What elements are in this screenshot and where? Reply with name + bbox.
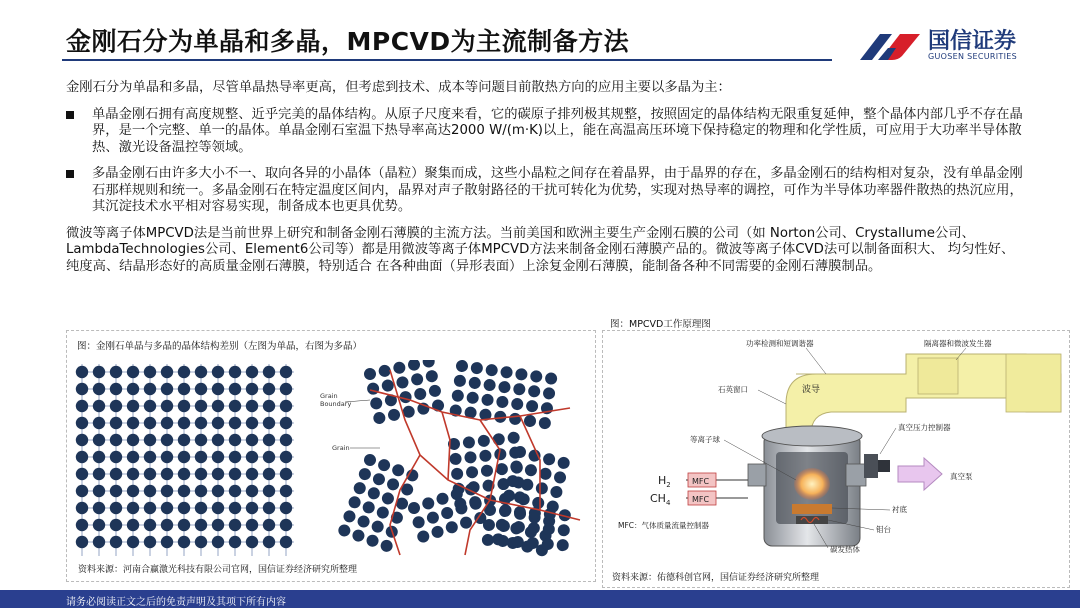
atom-dot <box>161 502 173 514</box>
atom-dot <box>263 434 275 446</box>
atom-dot <box>161 519 173 531</box>
atom-dot <box>76 451 88 463</box>
atom-dot <box>527 385 541 399</box>
atom-dot <box>444 520 459 535</box>
title-bar <box>0 0 1080 68</box>
atom-dot <box>556 539 569 552</box>
atom-dot <box>465 466 478 479</box>
atom-dot <box>178 519 190 531</box>
atom-dot <box>557 524 570 537</box>
atom-dot <box>477 434 490 447</box>
atom-dot <box>93 468 105 480</box>
atom-dot <box>127 383 139 395</box>
single-crystal-lattice <box>76 364 294 556</box>
atom-dot <box>411 515 426 530</box>
atom-dot <box>366 486 381 501</box>
atom-dot <box>466 391 480 405</box>
atom-dot <box>246 451 258 463</box>
atom-dot <box>481 393 495 407</box>
atom-dot <box>93 417 105 429</box>
atom-dot <box>144 519 156 531</box>
atom-dot <box>379 538 394 553</box>
label-window: 石英窗口 <box>718 385 748 394</box>
atom-dot <box>229 485 241 497</box>
atom-dot <box>385 477 400 492</box>
atom-dot <box>263 485 275 497</box>
atom-dot <box>371 472 386 487</box>
mfc-inputs <box>650 473 748 507</box>
atom-dot <box>93 502 105 514</box>
atom-dot <box>127 468 139 480</box>
footer-disclaimer: 请务必阅读正文之后的免责声明及其项下所有内容 <box>66 597 286 608</box>
atom-dot <box>161 366 173 378</box>
atom-dot <box>479 449 492 462</box>
plasma-ball <box>794 468 830 500</box>
atom-dot <box>246 434 258 446</box>
atom-dot <box>127 519 139 531</box>
atom-dot <box>93 451 105 463</box>
atom-dot <box>76 502 88 514</box>
atom-dot <box>462 436 475 449</box>
atom-dot <box>391 463 406 478</box>
figure-left-caption: 图：金刚石单晶与多晶的晶体结构差别（左图为单晶，右图为多晶） <box>77 341 363 352</box>
atom-dot <box>195 451 207 463</box>
body-content <box>66 80 1026 275</box>
atom-dot <box>363 367 377 381</box>
atom-dot <box>93 434 105 446</box>
atom-dot <box>144 383 156 395</box>
atom-dot <box>263 536 275 548</box>
atom-dot <box>430 524 445 539</box>
atom-dot <box>212 383 224 395</box>
atom-dot <box>229 383 241 395</box>
atom-dot <box>553 470 568 485</box>
mfc-label-2: MFC <box>692 495 710 504</box>
atom-dot <box>370 519 385 534</box>
atom-dot <box>483 378 497 392</box>
atom-dot <box>161 536 173 548</box>
atom-dot <box>76 536 88 548</box>
vacuum-pump-arrow-icon <box>898 458 942 490</box>
atom-dot <box>387 408 401 422</box>
atom-dot <box>280 417 292 429</box>
atom-dot <box>395 375 409 389</box>
atom-dot <box>556 456 571 471</box>
figure-right-source: 资料来源：佑德科创官网，国信证券经济研究所整理 <box>612 573 820 583</box>
atom-dot <box>212 502 224 514</box>
atom-dot <box>212 536 224 548</box>
atom-dot <box>93 485 105 497</box>
atom-dot <box>229 502 241 514</box>
label-mo: 钼台 <box>876 525 891 534</box>
atom-dot <box>229 536 241 548</box>
atom-dot <box>229 519 241 531</box>
atom-dot <box>76 485 88 497</box>
atom-dot <box>127 502 139 514</box>
label-grain-boundary-2: Boundary <box>320 400 352 408</box>
atom-dot <box>178 400 190 412</box>
atom-dot <box>110 434 122 446</box>
atom-dot <box>144 366 156 378</box>
atom-dot <box>515 368 529 382</box>
atom-dot <box>280 434 292 446</box>
atom-dot <box>549 485 564 500</box>
atom-dot <box>416 529 431 544</box>
ch4-label: $CH_4$ <box>650 492 671 507</box>
atom-dot <box>280 366 292 378</box>
mpcvd-paragraph: 微波等离子体MPCVD法是当前世界上研究和制备金刚石薄膜的主流方法。当前美国和欧洲主要生产金刚石膜的公司（如 Norton公司、Crystallume公司、LambdaTechnologies公司、Element6公司等）都是用微波等离子体MPCVD方法来制备金刚石薄膜产品的。微波等离子体CVD法可以制备面积大、 均匀性好、纯度高、结晶形态好的高质量金刚石薄膜，特别适合 在各种曲面（异形表面）上涂复金刚石薄膜，能制备各种不同需要的金刚石薄膜制品。 <box>66 225 1015 274</box>
atom-dot <box>280 400 292 412</box>
atom-dot <box>161 468 173 480</box>
atom-dot <box>246 536 258 548</box>
atom-dot <box>76 383 88 395</box>
atom-dot <box>161 400 173 412</box>
atom-dot <box>144 485 156 497</box>
atom-dot <box>372 411 386 425</box>
atom-dot <box>178 468 190 480</box>
atom-dot <box>280 383 292 395</box>
atom-dot <box>76 417 88 429</box>
atom-dot <box>144 468 156 480</box>
atom-dot <box>342 509 357 524</box>
atom-dot <box>93 536 105 548</box>
atom-dot <box>280 485 292 497</box>
atom-dot <box>470 361 484 375</box>
atom-dot <box>212 400 224 412</box>
atom-dot <box>110 485 122 497</box>
atom-dot <box>212 468 224 480</box>
atom-dot <box>352 481 367 496</box>
atom-dot <box>451 389 465 403</box>
atom-dot <box>366 382 380 396</box>
atom-dot <box>246 519 258 531</box>
atom-dot <box>178 485 190 497</box>
bullet-item-polycrystal <box>66 166 1026 216</box>
atom-dot <box>263 383 275 395</box>
atom-dot <box>410 372 424 386</box>
atom-dot <box>127 485 139 497</box>
bullet-item-single-crystal <box>66 107 1026 157</box>
atom-dot <box>178 417 190 429</box>
atom-dot <box>542 387 556 401</box>
atom-dot <box>263 366 275 378</box>
title-underline <box>62 59 832 61</box>
atom-dot <box>212 519 224 531</box>
atom-dot <box>195 417 207 429</box>
atom-dot <box>229 468 241 480</box>
atom-dot <box>375 505 390 520</box>
atom-dot <box>195 502 207 514</box>
label-tuner: 功率检测和短调谐器 <box>746 339 814 348</box>
atom-dot <box>144 417 156 429</box>
atom-dot <box>178 366 190 378</box>
substrate-stage <box>792 504 832 514</box>
bullet-square-icon <box>66 170 74 178</box>
atom-dot <box>399 482 414 497</box>
atom-dot <box>263 400 275 412</box>
atom-dot <box>263 417 275 429</box>
atom-dot <box>361 500 376 515</box>
atom-dot <box>500 365 514 379</box>
bullet-text: 单晶金刚石拥有高度规整、近乎完美的晶体结构。从原子尺度来看，它的碳原子排列极其规整，按照固定的晶体结构无限重复延伸，整个晶体内部几乎不存在晶界，是一个完整、单一的晶体。单晶金刚石室温下热导率高达2000 W/(m·K)以上，能在高温高压环境下保持稳定的物理和化学性质，可应用于大功率半导体散热、激光设备温控等领域。 <box>92 106 1023 155</box>
atom-dot <box>407 360 421 372</box>
atom-dot <box>93 383 105 395</box>
atom-dot <box>468 496 483 511</box>
label-mfc-note: MFC：气体质量流量控制器 <box>618 521 710 530</box>
atom-dot <box>212 434 224 446</box>
atom-dot <box>280 468 292 480</box>
atom-dot <box>406 500 421 515</box>
label-isolator: 隔离器和微波发生器 <box>924 339 992 348</box>
atom-dot <box>428 384 442 398</box>
atom-dot <box>229 366 241 378</box>
bullet-text: 多晶金刚石由许多大小不一、取向各异的小晶体（晶粒）聚集而成，这些小晶粒之间存在着晶界，由于晶界的存在，多晶金刚石的结构相对复杂，没有单晶金刚石那样规则和统一。多晶金刚石在特定温度区间内，晶界对声子散射路径的干扰可转化为优势，实现对热导率的调控，可作为半导体功率器件散热的热沉应用，其沉淀技术水平相对容易实现，制备成本也更具优势。 <box>92 166 1023 214</box>
atom-dot <box>246 400 258 412</box>
atom-dot <box>535 481 550 496</box>
atom-dot <box>507 431 520 444</box>
figure-left-source: 资料来源：河南合赢激光科技有限公司官网，国信证券经济研究所整理 <box>78 565 358 575</box>
atom-dot <box>127 434 139 446</box>
atom-dot <box>464 451 477 464</box>
intro-paragraph: 金刚石分为单晶和多晶，尽管单晶热导率更高，但考虑到技术、成本等问题目前散热方向的应用主要以多晶为主： <box>66 80 731 95</box>
atom-dot <box>178 451 190 463</box>
label-plasma: 等离子球 <box>690 435 720 444</box>
atom-dot <box>195 468 207 480</box>
atom-dot <box>263 502 275 514</box>
atom-dot <box>229 400 241 412</box>
mfc-label-1: MFC <box>692 477 710 486</box>
atom-dot <box>263 519 275 531</box>
atom-dot <box>246 468 258 480</box>
atom-dot <box>127 417 139 429</box>
atom-dot <box>110 451 122 463</box>
polycrystal-lattice <box>337 360 572 557</box>
atom-dot <box>455 360 469 373</box>
atom-dot <box>195 366 207 378</box>
atom-dot <box>513 382 527 396</box>
atom-dot <box>510 397 524 411</box>
atom-dot <box>246 502 258 514</box>
atom-dot <box>280 519 292 531</box>
atom-dot <box>229 434 241 446</box>
label-grain-boundary-1: Grain <box>320 392 338 400</box>
atom-dot <box>110 468 122 480</box>
label-waveguide: 波导 <box>802 385 821 395</box>
atom-dot <box>542 452 557 467</box>
logo-text-en: GUOSEN SECURITIES <box>928 52 1017 61</box>
atom-dot <box>110 400 122 412</box>
label-pump: 真空泵 <box>950 472 973 481</box>
atom-dot <box>246 485 258 497</box>
pressure-controller <box>864 454 890 478</box>
atom-dot <box>161 383 173 395</box>
atom-dot <box>161 451 173 463</box>
atom-dot <box>498 380 512 394</box>
atom-dot <box>451 467 464 480</box>
atom-dot <box>127 366 139 378</box>
bullet-list <box>66 107 1026 216</box>
atom-dot <box>195 383 207 395</box>
atom-dot <box>508 412 522 426</box>
guosen-logo <box>858 24 1058 68</box>
atom-dot <box>365 533 380 548</box>
atom-dot <box>435 491 450 506</box>
atom-dot <box>413 387 427 401</box>
atom-dot <box>212 417 224 429</box>
atom-dot <box>524 463 539 478</box>
atom-dot <box>195 519 207 531</box>
atom-dot <box>127 536 139 548</box>
atom-dot <box>93 400 105 412</box>
atom-dot <box>263 468 275 480</box>
atom-dot <box>195 485 207 497</box>
atom-dot <box>93 366 105 378</box>
chamber <box>748 426 866 546</box>
atom-dot <box>525 399 539 413</box>
atom-dot <box>110 536 122 548</box>
atom-dot <box>110 519 122 531</box>
atom-dot <box>93 519 105 531</box>
mpcvd-diagram <box>606 334 1066 566</box>
atom-dot <box>127 400 139 412</box>
atom-dot <box>144 536 156 548</box>
atom-dot <box>425 510 440 525</box>
h2-label: $H_2$ <box>658 474 671 489</box>
atom-dot <box>178 383 190 395</box>
atom-dot <box>76 366 88 378</box>
atom-dot <box>246 383 258 395</box>
atom-dot <box>195 434 207 446</box>
atom-dot <box>480 464 493 477</box>
atom-dot <box>144 502 156 514</box>
atom-dot <box>492 433 505 446</box>
atom-dot <box>392 361 406 375</box>
atom-dot <box>468 376 482 390</box>
label-heater: 碳发热体 <box>830 545 860 554</box>
guosen-logo-mark-icon <box>858 26 922 66</box>
atom-dot <box>229 417 241 429</box>
figure-right-caption: 图：MPCVD工作原理图 <box>610 319 711 330</box>
atom-dot <box>280 451 292 463</box>
atom-dot <box>263 451 275 463</box>
atom-dot <box>144 434 156 446</box>
atom-dot <box>337 523 352 538</box>
label-grain: Grain <box>332 444 350 452</box>
page-title: 金刚石分为单晶和多晶，MPCVD为主流制备方法 <box>66 27 630 56</box>
atom-dot <box>229 451 241 463</box>
atom-dot <box>357 466 372 481</box>
atom-dot <box>110 383 122 395</box>
bullet-square-icon <box>66 111 74 119</box>
atom-dot <box>529 370 543 384</box>
atom-dot <box>76 434 88 446</box>
atom-dot <box>380 491 395 506</box>
atom-dot <box>161 485 173 497</box>
atom-dot <box>178 434 190 446</box>
atom-dot <box>144 400 156 412</box>
atom-dot <box>195 400 207 412</box>
atom-dot <box>76 468 88 480</box>
atom-dot <box>212 485 224 497</box>
atom-dot <box>351 528 366 543</box>
crystal-structure-figure <box>70 360 590 560</box>
atom-dot <box>161 434 173 446</box>
atom-dot <box>280 502 292 514</box>
atom-dot <box>110 502 122 514</box>
atom-dot <box>347 495 362 510</box>
atom-dot <box>178 502 190 514</box>
atom-dot <box>509 459 524 474</box>
atom-dot <box>161 417 173 429</box>
label-pressure: 真空压力控制器 <box>898 423 951 432</box>
atom-dot <box>76 519 88 531</box>
atom-dot <box>195 536 207 548</box>
atom-dot <box>280 536 292 548</box>
atom-dot <box>482 534 495 547</box>
atom-dot <box>425 369 439 383</box>
atom-dot <box>356 514 371 529</box>
atom-dot <box>496 395 510 409</box>
atom-dot <box>544 372 558 386</box>
atom-dot <box>538 416 552 430</box>
atom-dot <box>246 366 258 378</box>
atom-dot <box>422 360 436 369</box>
atom-dot <box>421 496 436 511</box>
atom-dot <box>362 452 377 467</box>
logo-text-cn: 国信证券 <box>928 29 1017 54</box>
atom-dot <box>110 366 122 378</box>
atom-dot <box>178 536 190 548</box>
atom-dot <box>212 451 224 463</box>
atom-dot <box>369 396 383 410</box>
atom-dot <box>110 417 122 429</box>
atom-dot <box>376 457 391 472</box>
atom-dot <box>127 451 139 463</box>
atom-dot <box>212 366 224 378</box>
atom-dot <box>144 451 156 463</box>
atom-dot <box>485 363 499 377</box>
label-substrate: 衬底 <box>892 505 907 514</box>
atom-dot <box>76 400 88 412</box>
atom-dot <box>449 452 462 465</box>
atom-dot <box>453 374 467 388</box>
atom-dot <box>440 505 455 520</box>
atom-dot <box>246 417 258 429</box>
